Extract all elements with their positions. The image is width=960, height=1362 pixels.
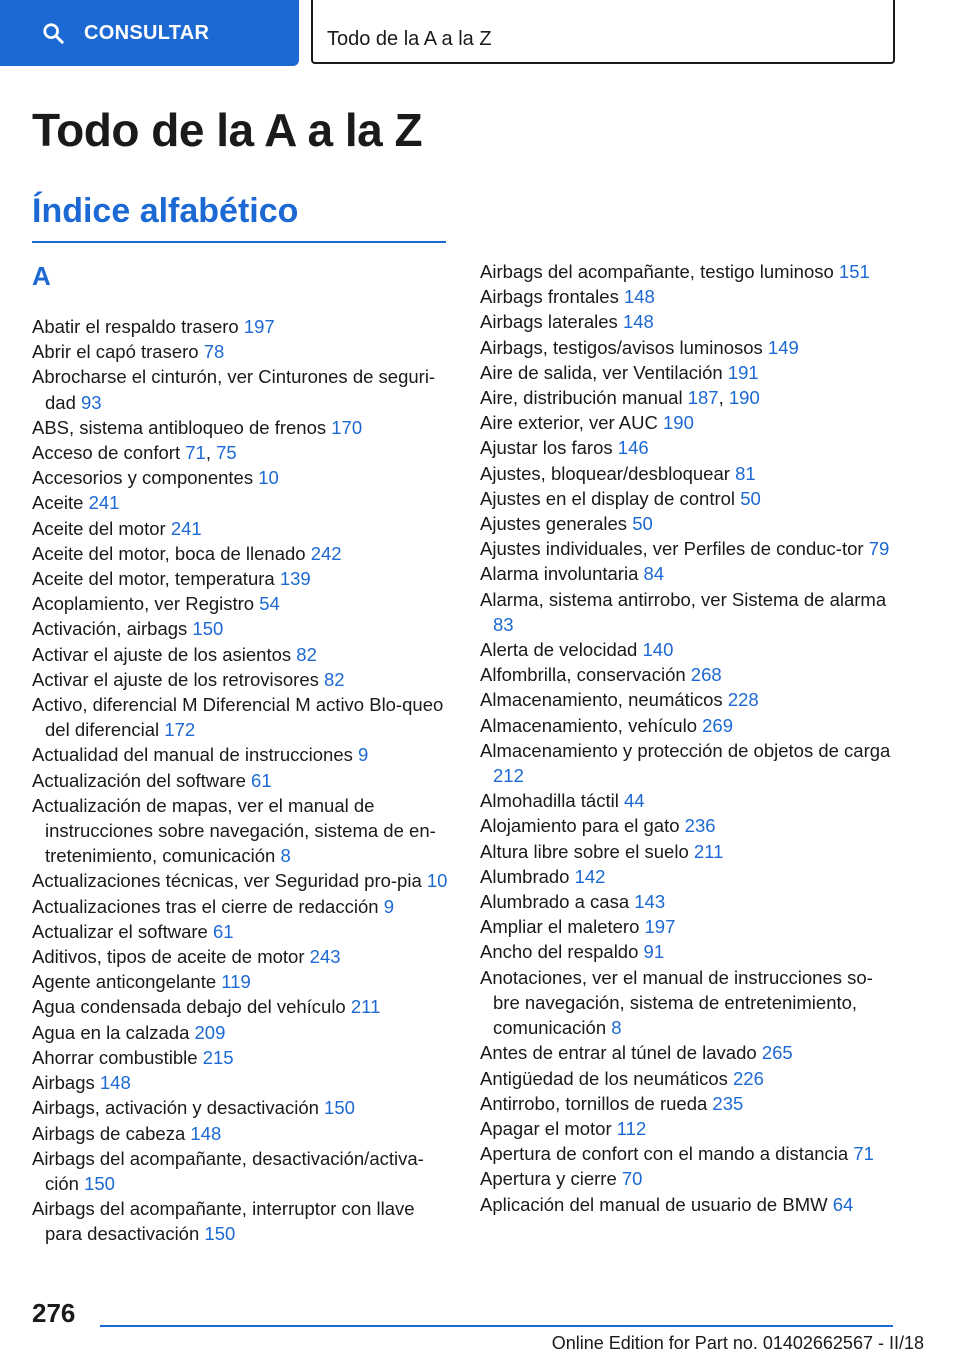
index-entry-text: Alarma involuntaria: [480, 563, 639, 585]
breadcrumb[interactable]: [311, 0, 895, 64]
page-link[interactable]: 150: [204, 1223, 236, 1245]
index-entry-text: Aire de salida, ver Ventilación: [480, 361, 723, 383]
page-link[interactable]: 190: [663, 412, 694, 434]
page-link[interactable]: 172: [164, 719, 196, 741]
page-refs: [100, 1072, 131, 1093]
index-entry-text: Antigüedad de los neumáticos: [480, 1067, 728, 1089]
index-entry: [480, 889, 892, 914]
page-refs: [310, 946, 341, 967]
index-entry-text: Airbags del acompañante, interruptor con llave para desactivación: [32, 1198, 415, 1245]
index-entry: [32, 516, 450, 541]
index-entry: [480, 410, 892, 435]
page-number: 276: [32, 1298, 76, 1328]
index-entry: [480, 335, 892, 360]
index-entry: [32, 919, 450, 944]
page-refs: [728, 689, 759, 710]
page-link[interactable]: 61: [251, 769, 272, 791]
page-link[interactable]: 50: [740, 487, 761, 509]
breadcrumb-label: Todo de la A a la Z: [327, 28, 492, 50]
page-link[interactable]: 197: [644, 916, 676, 938]
page-refs: [204, 341, 225, 362]
index-entry-text: Almacenamiento y protección de objetos de carga: [480, 739, 891, 761]
top-bar: [0, 0, 960, 66]
page-refs: [324, 1097, 355, 1118]
index-entry: [32, 415, 450, 440]
page-refs: [280, 845, 290, 866]
page-link[interactable]: 70: [621, 1168, 643, 1190]
index-entry-text: Airbags de cabeza: [32, 1122, 186, 1144]
index-entry-text: Aceite del motor, boca de llenado: [32, 542, 306, 564]
page-link[interactable]: 10: [258, 467, 279, 489]
index-entry-text: Antes de entrar al túnel de lavado: [480, 1042, 757, 1064]
index-entry: [32, 969, 450, 994]
index-entry-text: Aplicación del manual de usuario de BMW: [480, 1193, 828, 1215]
index-entry-text: Actualizaciones técnicas, ver Seguridad pro‐pia: [32, 870, 422, 892]
index-entry-text: Activo, diferencial M Diferencial M activo Blo‐queo del diferencial: [32, 694, 444, 741]
index-entry: [480, 385, 892, 410]
page-link[interactable]: 235: [712, 1092, 744, 1114]
page-refs: [575, 866, 606, 887]
page-refs: [762, 1042, 793, 1063]
index-entry: [480, 1116, 892, 1141]
index-entry-text: Ajustes, bloquear/desbloquear: [480, 462, 730, 484]
index-entry: [480, 813, 892, 838]
page-link[interactable]: 148: [622, 311, 654, 333]
page-link[interactable]: 243: [309, 946, 341, 968]
search-icon: [42, 22, 64, 44]
index-entry-text: Aceite: [32, 492, 84, 514]
index-entry-text: Airbags del acompañante, testigo luminoso: [480, 261, 834, 282]
page-link[interactable]: 142: [574, 865, 606, 887]
index-entry: [480, 713, 892, 738]
index-entry: [32, 314, 450, 339]
index-entry: [32, 944, 450, 969]
page-refs: [645, 916, 676, 937]
index-entry: [32, 1020, 450, 1045]
index-entry: [32, 1121, 450, 1146]
index-entry-text: Aire, distribución manual: [480, 387, 683, 409]
page-refs: [171, 518, 202, 539]
page-refs: [244, 316, 275, 337]
page-link[interactable]: 8: [280, 845, 291, 867]
index-entry: [480, 1066, 892, 1091]
page-refs: 187, 190: [687, 387, 760, 409]
page-refs: [280, 568, 311, 589]
page-refs: [740, 488, 761, 509]
page-refs: [204, 1223, 235, 1244]
page-refs: [358, 744, 368, 765]
page-link[interactable]: 79: [868, 538, 890, 560]
index-entry: [32, 667, 450, 692]
page-link[interactable]: 212: [493, 765, 524, 787]
page-link[interactable]: 209: [194, 1021, 226, 1043]
index-entry: [32, 1196, 450, 1246]
page-link[interactable]: 112: [616, 1117, 647, 1139]
consultar-button[interactable]: [0, 0, 299, 66]
page-link[interactable]: 190: [728, 387, 760, 409]
page-refs: [632, 513, 653, 534]
page-refs: [618, 437, 649, 458]
page-link[interactable]: 197: [243, 316, 275, 337]
page-link[interactable]: 151: [838, 261, 870, 282]
index-entry-text: Acceso de confort: [32, 442, 181, 464]
page-refs: 71, 75: [185, 442, 237, 464]
page-link[interactable]: 150: [324, 1097, 355, 1119]
page-link[interactable]: 211: [350, 996, 381, 1018]
page-link[interactable]: 83: [493, 613, 514, 635]
index-entry: [480, 687, 892, 712]
index-letter-heading: A: [32, 261, 51, 291]
index-entry: [480, 259, 892, 284]
page-refs: [624, 790, 645, 811]
index-entry: [32, 768, 450, 793]
page-link[interactable]: 191: [727, 361, 759, 383]
page-refs: [644, 941, 665, 962]
page-link[interactable]: 150: [84, 1172, 115, 1194]
page-link[interactable]: 93: [81, 391, 102, 413]
page-link[interactable]: 148: [190, 1122, 222, 1144]
index-entry: [480, 839, 892, 864]
index-entry-text: Ajustar los faros: [480, 437, 613, 459]
index-entry-text: Alerta de velocidad: [480, 639, 638, 661]
index-entry: [480, 486, 892, 511]
index-entry-text: Antirrobo, tornillos de rueda: [480, 1092, 708, 1114]
page-link[interactable]: 61: [212, 920, 234, 942]
page-link[interactable]: 81: [735, 462, 756, 484]
index-entry: [480, 965, 892, 1041]
page-link[interactable]: 82: [324, 668, 345, 690]
page-link[interactable]: 75: [216, 442, 237, 464]
page-refs: [324, 669, 345, 690]
index-entry: [32, 339, 450, 364]
page-link[interactable]: 269: [702, 714, 733, 736]
index-column-left: [32, 314, 450, 1247]
page-link[interactable]: 84: [643, 563, 665, 585]
index-entry-text: Actualización del software: [32, 769, 246, 791]
index-entry: [32, 566, 450, 591]
index-entry-text: Agua en la calzada: [32, 1021, 190, 1043]
index-entry: [480, 309, 892, 334]
page-link[interactable]: 187: [687, 387, 719, 409]
page-refs: [84, 1173, 115, 1194]
page-link[interactable]: 242: [310, 542, 342, 564]
index-entry-text: Ahorrar combustible: [32, 1046, 198, 1068]
index-entry: [32, 1045, 450, 1070]
page-refs: [296, 644, 317, 665]
index-entry-text: Airbags: [32, 1072, 95, 1094]
index-entry-text: Ajustes en el display de control: [480, 487, 736, 509]
page-link[interactable]: 265: [761, 1042, 793, 1064]
index-entry-text: Agua condensada debajo del vehículo: [32, 996, 346, 1018]
page-refs: [331, 417, 362, 438]
page-link[interactable]: 226: [733, 1067, 764, 1089]
index-entry-text: Aditivos, tipos de aceite de motor: [32, 946, 305, 968]
index-entry: [480, 1166, 892, 1191]
page-refs: [259, 593, 280, 614]
index-entry: [480, 1141, 892, 1166]
index-entry-text: Ajustes generales: [480, 513, 628, 535]
index-entry-text: Apertura y cierre: [480, 1168, 617, 1190]
page-refs: [190, 1123, 221, 1144]
index-entry: [32, 894, 450, 919]
page-link[interactable]: 211: [693, 840, 724, 862]
index-entry-text: Abrir el capó trasero: [32, 341, 199, 363]
page-link[interactable]: 8: [611, 1017, 622, 1039]
page-link[interactable]: 241: [88, 492, 120, 514]
index-entry-text: Actualidad del manual de instrucciones: [32, 744, 353, 766]
index-entry-text: ABS, sistema antibloqueo de frenos: [32, 416, 327, 438]
index-entry: [480, 1192, 892, 1217]
page-link[interactable]: 9: [358, 744, 369, 766]
index-entry-text: Aceite del motor, temperatura: [32, 568, 275, 590]
page-link[interactable]: 91: [643, 941, 665, 963]
index-entry: [32, 490, 450, 515]
index-entry: [480, 284, 892, 309]
page-link[interactable]: 143: [634, 891, 666, 913]
page-refs: [623, 311, 654, 332]
page-link[interactable]: 10: [426, 870, 448, 892]
edition-text: Online Edition for Part no. 01402662567 - II/18: [551, 1333, 924, 1353]
page-link[interactable]: 146: [617, 437, 649, 459]
index-entry: [480, 536, 892, 561]
page-link[interactable]: 50: [632, 513, 653, 535]
page-link[interactable]: 64: [832, 1193, 854, 1215]
page-refs: [213, 921, 234, 942]
page-link[interactable]: 228: [727, 689, 759, 711]
index-entry: [480, 435, 892, 460]
page-refs: [735, 463, 756, 484]
index-entry-text: Alfombrilla, conservación: [480, 664, 686, 686]
page-link[interactable]: 241: [170, 517, 202, 539]
index-entry: [32, 692, 450, 742]
index-entry-text: Acoplamiento, ver Registro: [32, 593, 255, 615]
page-refs: [833, 1194, 854, 1215]
page-link[interactable]: 78: [203, 341, 225, 363]
page-refs: [427, 870, 448, 891]
index-entry-text: Ancho del respaldo: [480, 941, 639, 963]
index-entry: [32, 642, 450, 667]
index-entry-text: Ampliar el maletero: [480, 916, 640, 938]
page-refs: [81, 392, 102, 413]
index-entry: [32, 616, 450, 641]
consultar-button-label: CONSULTAR: [84, 21, 210, 44]
index-entry-text: Abrocharse el cinturón, ver Cinturones de seguri‐dad: [32, 366, 436, 413]
index-entry: [32, 541, 450, 566]
index-entry: [32, 793, 450, 869]
page-refs: [351, 996, 381, 1017]
index-entry-text: Abatir el respaldo trasero: [32, 316, 239, 337]
page-refs: [768, 337, 799, 358]
page-refs: [839, 261, 870, 282]
page-refs: [634, 891, 665, 912]
index-entry-text: Airbags, testigos/avisos luminosos: [480, 336, 763, 358]
page-refs: [869, 538, 890, 559]
page-refs: [702, 715, 733, 736]
index-entry: [480, 738, 892, 788]
index-entry: [480, 662, 892, 687]
index-entry: [480, 939, 892, 964]
index-entry-text: Apagar el motor: [480, 1117, 612, 1139]
index-entry: [480, 1091, 892, 1116]
index-entry-text: Ajustes individuales, ver Perfiles de conduc‐tor: [480, 538, 864, 560]
index-entry: [32, 742, 450, 767]
page-refs: [493, 614, 514, 635]
page-link[interactable]: 140: [642, 639, 674, 661]
index-entry: [32, 364, 450, 414]
index-entry: [480, 561, 892, 586]
index-entry: [480, 914, 892, 939]
index-entry-text: Alojamiento para el gato: [480, 815, 680, 837]
index-entry-text: Almacenamiento, neumáticos: [480, 689, 723, 711]
index-entry: [480, 864, 892, 889]
page-refs: [384, 896, 394, 917]
index-entry-text: Apertura de confort con el mando a distancia: [480, 1143, 849, 1165]
index-entry-text: Airbags, activación y desactivación: [32, 1097, 319, 1119]
page-refs: [221, 971, 251, 992]
page-refs: [192, 618, 223, 639]
index-entry-text: Aceite del motor: [32, 517, 166, 539]
index-entry: [32, 868, 450, 893]
page-refs: [164, 719, 195, 740]
page-refs: [611, 1017, 621, 1038]
page-refs: [685, 815, 716, 836]
page-link[interactable]: 148: [623, 286, 655, 308]
index-entry: [32, 1095, 450, 1120]
index-entry: [32, 994, 450, 1019]
page-link[interactable]: 215: [202, 1046, 234, 1068]
index-entry-text: Airbags laterales: [480, 311, 618, 333]
page-link[interactable]: 71: [185, 442, 206, 464]
page-link[interactable]: 139: [279, 568, 311, 590]
index-entry-text: Activar el ajuste de los retrovisores: [32, 668, 319, 690]
index-entry: [32, 465, 450, 490]
page-link[interactable]: 149: [767, 336, 799, 358]
page-link[interactable]: 82: [296, 643, 317, 665]
index-entry-text: Alarma, sistema antirrobo, ver Sistema de alarma: [480, 588, 887, 610]
index-entry-text: Actualizaciones tras el cierre de redacción: [32, 895, 379, 917]
index-entry: [480, 461, 892, 486]
index-entry-text: Almacenamiento, vehículo: [480, 714, 697, 736]
page-link[interactable]: 71: [853, 1143, 874, 1165]
index-entry: [480, 360, 892, 385]
page-refs: [617, 1118, 647, 1139]
page-refs: [493, 765, 524, 786]
page-refs: [728, 362, 759, 383]
index-entry-text: Anotaciones, ver el manual de instrucciones so‐bre navegación, sistema de entretenimiento, comunicación: [480, 966, 873, 1039]
page-link[interactable]: 119: [221, 971, 251, 993]
index-entry: [32, 1146, 450, 1196]
index-entry-text: Activar el ajuste de los asientos: [32, 643, 292, 665]
index-entry: [480, 788, 892, 813]
page-refs: [733, 1068, 764, 1089]
page-refs: [712, 1093, 743, 1114]
index-column-right: [480, 259, 892, 1217]
index-entry-text: Activación, airbags: [32, 618, 188, 640]
index-entry: [480, 587, 892, 637]
index-entry: [480, 511, 892, 536]
page-refs: [644, 563, 665, 584]
page-link[interactable]: 44: [623, 790, 645, 812]
index-entry-text: Agente anticongelante: [32, 971, 217, 993]
index-entry-text: Actualizar el software: [32, 920, 208, 942]
page-link[interactable]: 54: [259, 593, 280, 615]
page-link[interactable]: 268: [690, 664, 722, 686]
page-refs: [691, 664, 722, 685]
page-refs: [311, 543, 342, 564]
page-refs: [853, 1143, 874, 1164]
page-refs: [694, 841, 724, 862]
index-entry: [32, 1070, 450, 1095]
page-link[interactable]: 170: [331, 416, 363, 438]
index-entry-text: Actualización de mapas, ver el manual de instrucciones sobre navegación, sistema de en‐tretenimiento, comunicación: [32, 794, 436, 867]
index-entry: [32, 440, 450, 465]
page-link[interactable]: 150: [192, 618, 224, 640]
page-refs: [258, 467, 279, 488]
index-entry-text: Aire exterior, ver AUC: [480, 412, 658, 434]
page-refs: [643, 639, 674, 660]
index-entry: [32, 591, 450, 616]
index-entry-text: Accesorios y componentes: [32, 467, 254, 489]
index-entry-text: Airbags del acompañante, desactivación/activa‐ción: [32, 1147, 424, 1194]
section-title: Índice alfabético: [32, 192, 446, 243]
page-link[interactable]: 9: [383, 895, 394, 917]
index-entry-text: Almohadilla táctil: [480, 790, 619, 812]
index-entry-text: Altura libre sobre el suelo: [480, 840, 689, 862]
page-refs: [624, 286, 655, 307]
page-link[interactable]: 148: [99, 1072, 131, 1094]
index-entry: [480, 637, 892, 662]
footer-divider: [100, 1325, 893, 1327]
index-entry-text: Alumbrado: [480, 865, 570, 887]
index-entry-text: Airbags frontales: [480, 286, 619, 308]
page-refs: [195, 1022, 226, 1043]
page-refs: [663, 412, 694, 433]
page-refs: [203, 1047, 234, 1068]
page-refs: [89, 492, 120, 513]
page-refs: [622, 1168, 643, 1189]
index-entry-text: Alumbrado a casa: [480, 891, 630, 913]
page-link[interactable]: 236: [684, 815, 716, 837]
page-refs: [251, 770, 272, 791]
page-title: Todo de la A a la Z: [32, 104, 423, 156]
index-entry: [480, 1040, 892, 1065]
